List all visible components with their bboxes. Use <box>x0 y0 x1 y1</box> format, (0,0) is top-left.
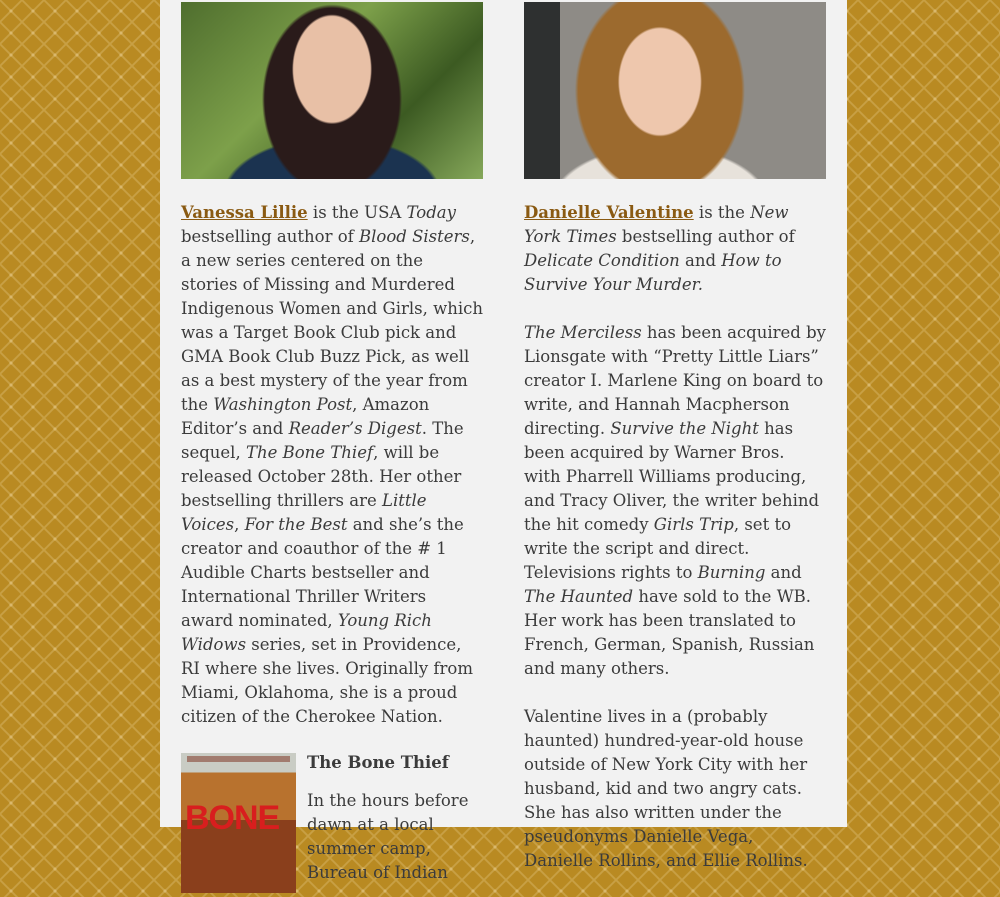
bio-text-segment: Valentine lives in a (probably haunted) hundred-year-old house outside of New York City with her husband, kid and two angry cats. She has also written under the pseudonyms Danielle Vega, Danielle Rollins, and Ellie Rollins. <box>524 707 808 870</box>
author-link-danielle[interactable]: Danielle Valentine <box>524 203 694 222</box>
italic-title: Survive the Night <box>610 419 759 438</box>
cover-blurb <box>187 756 290 762</box>
bio-text-segment: , will be released October 28th. Her other bestselling thrillers are <box>181 443 462 510</box>
italic-title: Young Rich Widows <box>181 611 432 654</box>
bio-text-segment: and <box>679 251 722 270</box>
bio-text-segment: , a new series centered on the stories of Missing and Murdered Indigenous Women and Girls, which was a Target Book Club pick and GMA Book Club Buzz Pick, as well as a best mystery of the year from the <box>181 227 484 414</box>
bio-paragraph <box>524 705 826 873</box>
bio-text <box>181 203 483 726</box>
cover-title-text: BONE <box>185 799 280 837</box>
author-column-right <box>524 0 826 897</box>
bio-paragraph <box>524 321 826 681</box>
bio-text-segment: and she’s the creator and coauthor of the # 1 Audible Charts bestseller and International Thriller Writers award nominated, <box>181 515 464 630</box>
italic-title: For the Best <box>244 515 348 534</box>
italic-title: Washington Post <box>213 395 353 414</box>
bio-text-segment: , <box>234 515 245 534</box>
italic-title: The Merciless <box>524 323 642 342</box>
book-feature <box>181 753 483 893</box>
bio-text-segment: is the USA <box>307 203 407 222</box>
italic-title: The Bone Thief <box>245 443 374 462</box>
author-photo-vanessa <box>181 2 483 179</box>
bio-text-segment: , set to write the script and direct. Televisions rights to <box>524 515 792 582</box>
book-description: In the hours before dawn at a local summer camp, Bureau of Indian <box>307 791 469 882</box>
italic-title: Delicate Condition <box>524 251 680 270</box>
author-bio-vanessa <box>181 201 483 729</box>
bio-text-segment: is the <box>693 203 751 222</box>
main-content <box>160 0 847 882</box>
italic-title: Girls Trip <box>653 515 734 534</box>
bio-text-segment: bestselling author of <box>181 227 359 246</box>
author-column-left <box>181 0 483 893</box>
italic-title: Reader’s Digest <box>288 419 422 438</box>
book-title: The Bone Thief <box>307 753 449 772</box>
bio-text-segment: have sold to the WB. Her work has been translated to French, German, Spanish, Russian and many others. <box>524 587 815 678</box>
book-cover-image[interactable] <box>181 753 296 893</box>
author-link-vanessa[interactable]: Vanessa Lillie <box>181 203 308 222</box>
author-photo-danielle <box>524 2 826 179</box>
bio-text-segment: and <box>765 563 802 582</box>
bio-text-segment: has been acquired by Warner Bros. with Pharrell Williams producing, and Tracy Oliver, the writer behind the hit comedy <box>524 419 820 534</box>
bio-text-segment: . The sequel, <box>181 419 464 462</box>
italic-title: New York Times <box>524 203 789 246</box>
bio-text-segment: bestselling author of <box>616 227 795 246</box>
bio-text-segment: has been acquired by Lionsgate with “Pretty Little Liars” creator I. Marlene King on board to write, and Hannah Macpherson directing. <box>524 323 826 438</box>
bio-text-segment: series, set in Providence, RI where she lives. Originally from Miami, Oklahoma, she is a proud citizen of the Cherokee Nation. <box>181 635 473 726</box>
italic-title: How to Survive Your Murder. <box>524 251 782 294</box>
italic-title: Little Voices <box>181 491 427 534</box>
author-bio-danielle <box>524 201 826 873</box>
italic-title: Today <box>406 203 456 222</box>
italic-title: The Haunted <box>524 587 634 606</box>
bio-text-segment: , Amazon Editor’s and <box>181 395 430 438</box>
italic-title: Blood Sisters <box>359 227 470 246</box>
italic-title: Burning <box>697 563 766 582</box>
